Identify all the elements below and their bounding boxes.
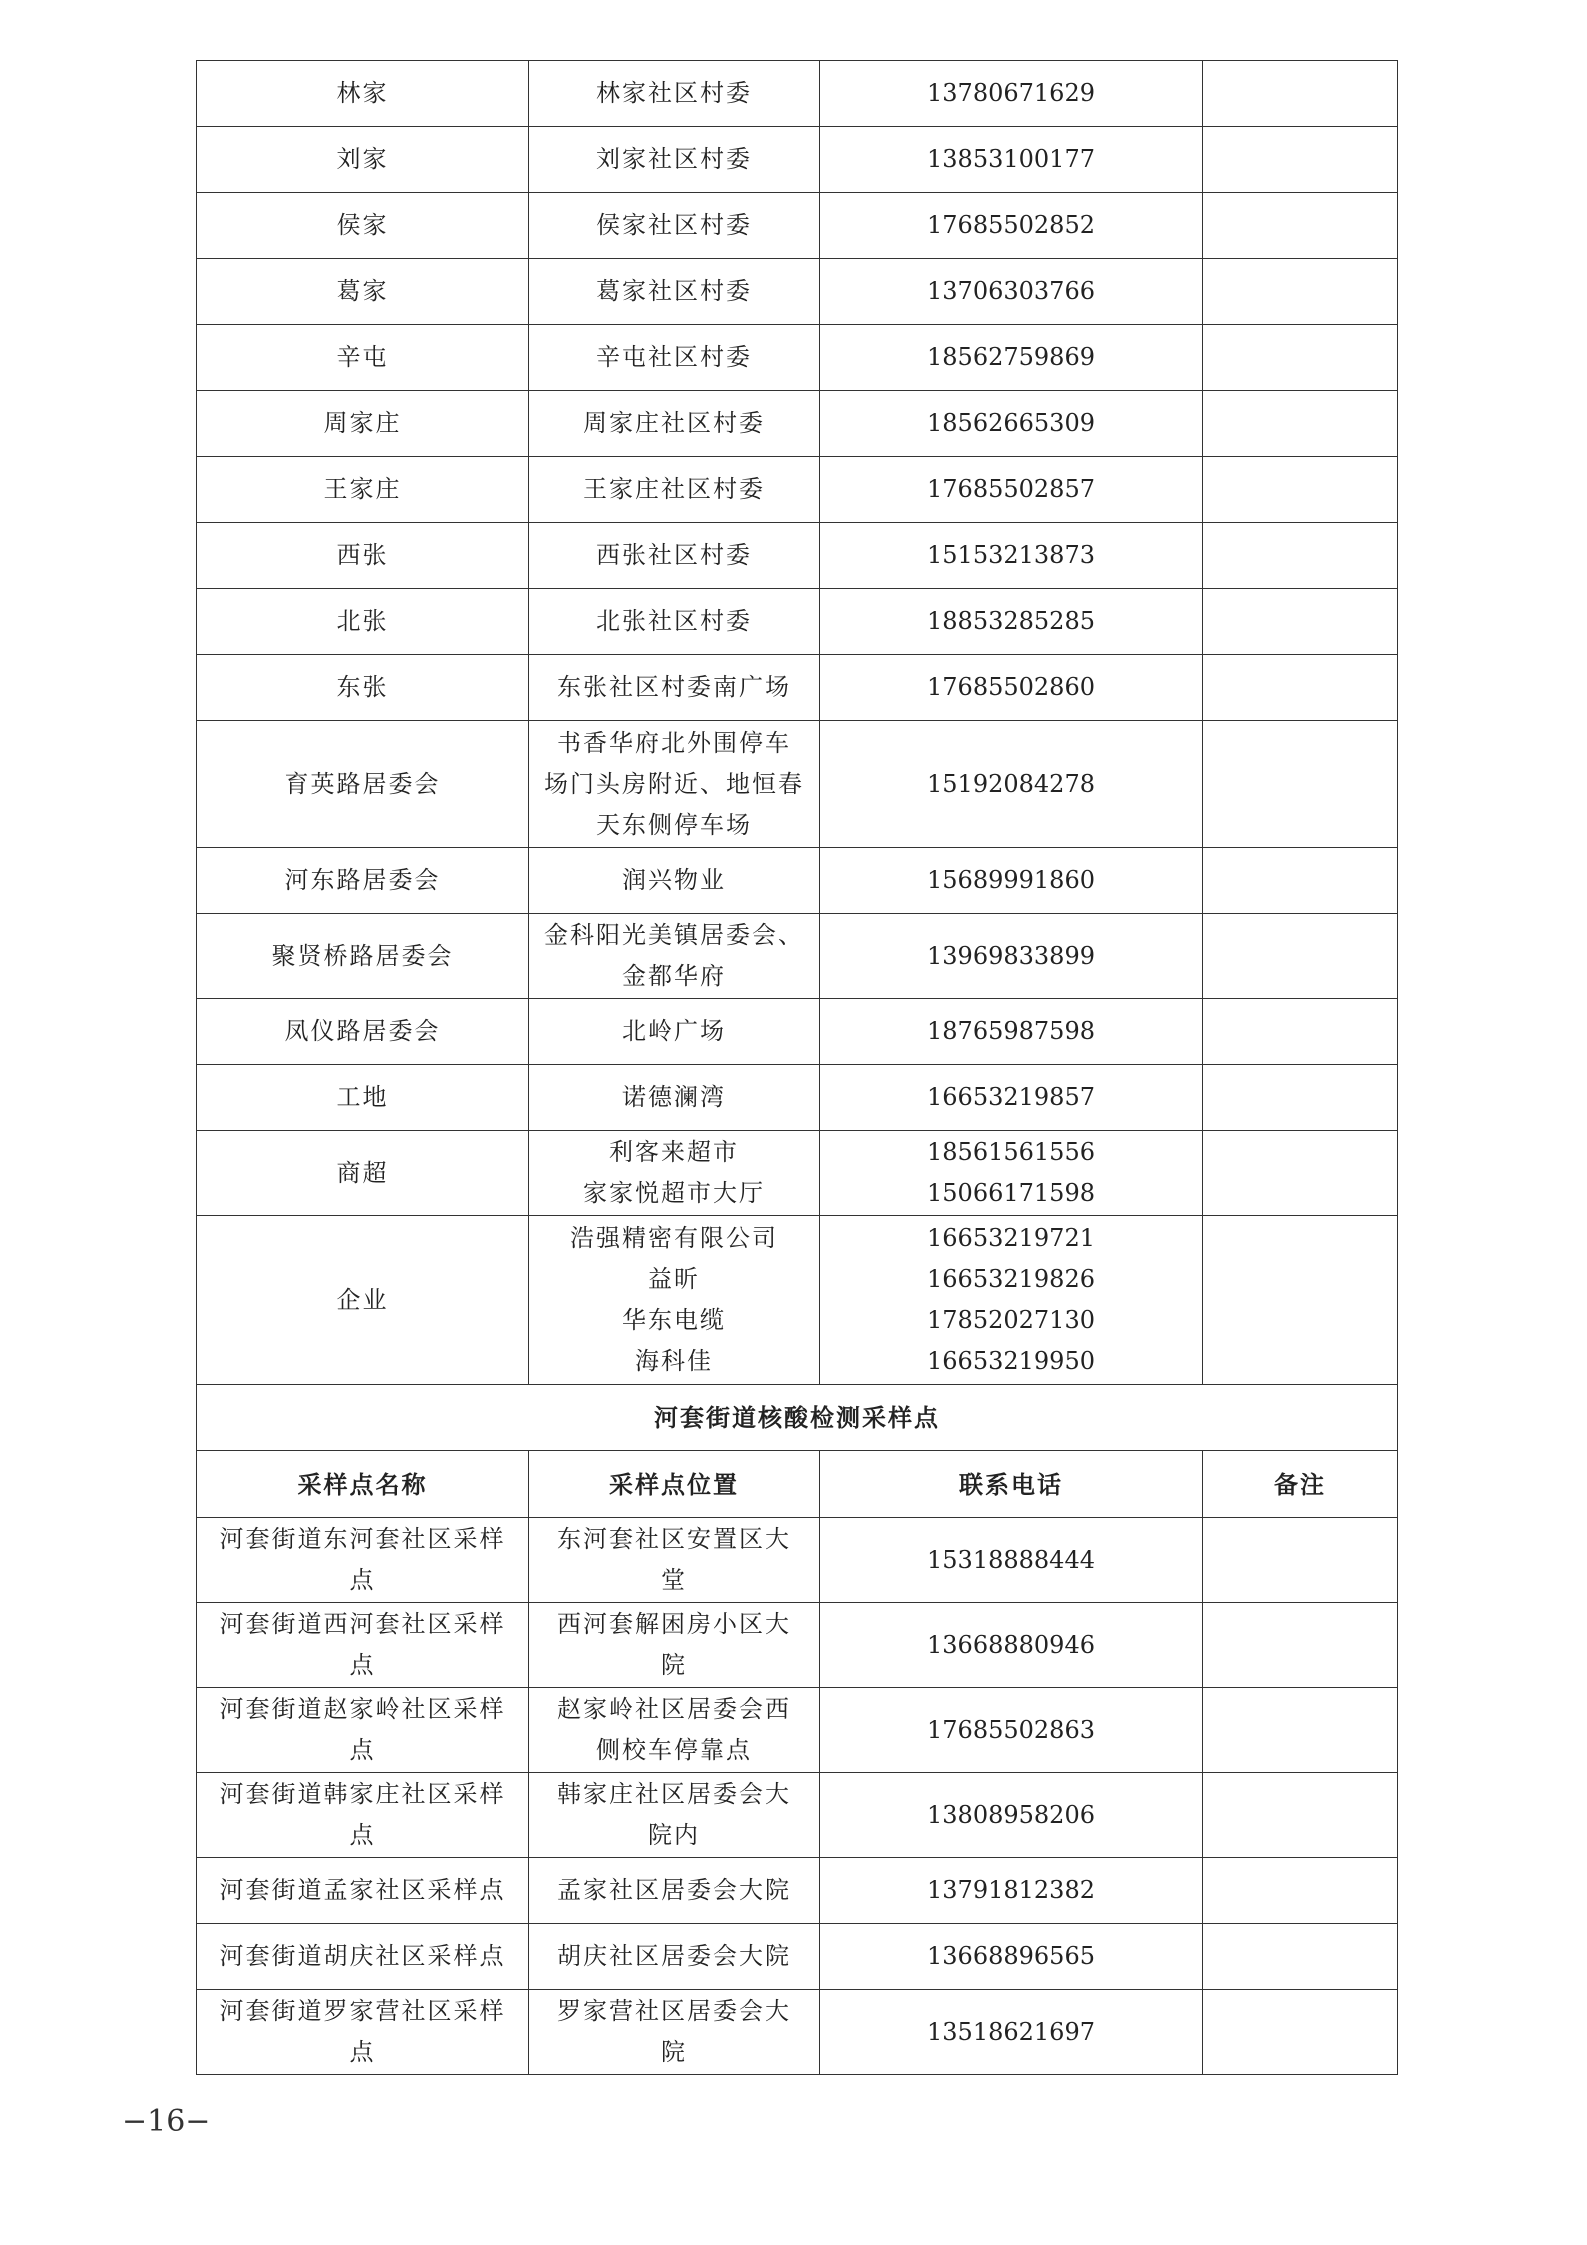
site-phone: 15689991860: [820, 848, 1203, 914]
site-phone-line: 15066171598: [927, 1179, 1095, 1207]
site-location-line: 天东侧停车场: [596, 810, 752, 839]
table-row: [197, 391, 1398, 457]
site-phone: 17685502863: [820, 1688, 1203, 1773]
table-row: [197, 193, 1398, 259]
site-location-line: 赵家岭社区居委会西: [557, 1695, 791, 1723]
site-note: [1203, 1990, 1398, 2075]
site-name: 葛家: [197, 259, 529, 325]
site-location-line: 侧校车停靠点: [596, 1736, 752, 1764]
site-location-line: 院内: [648, 1821, 700, 1849]
site-phone: 17685502857: [820, 457, 1203, 523]
table-row: [197, 848, 1398, 914]
site-location: [529, 1131, 820, 1216]
site-phone: [820, 1131, 1203, 1216]
table-row: [197, 1688, 1398, 1773]
site-name: 辛屯: [197, 325, 529, 391]
site-phone-line: 16653219721: [927, 1224, 1095, 1252]
table-row: [197, 127, 1398, 193]
site-name: 侯家: [197, 193, 529, 259]
site-name: 周家庄: [197, 391, 529, 457]
site-location: 葛家社区村委: [529, 259, 820, 325]
table-row: [197, 721, 1398, 848]
site-location-line: 益昕: [648, 1265, 700, 1293]
site-location: [529, 1773, 820, 1858]
site-name-line: 河套街道罗家营社区采样: [219, 1997, 506, 2025]
table-row: [197, 1990, 1398, 2075]
header-name: 采样点名称: [197, 1451, 529, 1518]
site-location: [529, 1216, 820, 1385]
site-location-line: 院: [661, 2038, 687, 2066]
header-location: 采样点位置: [529, 1451, 820, 1518]
site-location-line: 韩家庄社区居委会大: [557, 1780, 791, 1808]
site-note: [1203, 999, 1398, 1065]
site-name-line: 河套街道西河套社区采样: [219, 1610, 506, 1638]
table-row: [197, 999, 1398, 1065]
site-note: [1203, 655, 1398, 721]
site-location: [529, 914, 820, 999]
site-note: [1203, 61, 1398, 127]
site-location: [529, 1688, 820, 1773]
table-row: [197, 589, 1398, 655]
site-name: 林家: [197, 61, 529, 127]
site-note: [1203, 1518, 1398, 1603]
site-name-line: 河套街道韩家庄社区采样: [219, 1780, 506, 1808]
site-location: 周家庄社区村委: [529, 391, 820, 457]
site-note: [1203, 589, 1398, 655]
site-location: 诺德澜湾: [529, 1065, 820, 1131]
site-phone-line: 18561561556: [927, 1138, 1095, 1166]
site-phone: [820, 1216, 1203, 1385]
site-note: [1203, 325, 1398, 391]
site-phone: 13780671629: [820, 61, 1203, 127]
site-name-line: 点: [349, 1566, 376, 1594]
site-location: 辛屯社区村委: [529, 325, 820, 391]
site-phone-line: 17852027130: [927, 1306, 1095, 1334]
site-note: [1203, 721, 1398, 848]
site-phone: 13518621697: [820, 1990, 1203, 2075]
site-location-line: 罗家营社区居委会大: [557, 1997, 791, 2025]
table-row: [197, 457, 1398, 523]
site-phone: 18562665309: [820, 391, 1203, 457]
site-note: [1203, 391, 1398, 457]
site-location-line: 西河套解困房小区大: [557, 1610, 791, 1638]
table-row: [197, 259, 1398, 325]
site-note: [1203, 914, 1398, 999]
site-location: 孟家社区居委会大院: [529, 1858, 820, 1924]
table-row: [197, 1216, 1398, 1385]
site-phone-line: 16653219950: [927, 1347, 1095, 1375]
site-phone: 17685502852: [820, 193, 1203, 259]
site-name: 商超: [197, 1131, 529, 1216]
site-phone: 13791812382: [820, 1858, 1203, 1924]
site-phone: 13853100177: [820, 127, 1203, 193]
site-name: [197, 1688, 529, 1773]
table-row: [197, 523, 1398, 589]
site-location: 西张社区村委: [529, 523, 820, 589]
site-name: 聚贤桥路居委会: [197, 914, 529, 999]
site-phone: 18765987598: [820, 999, 1203, 1065]
site-location-line: 华东电缆: [622, 1306, 726, 1334]
site-name-line: 点: [349, 1736, 376, 1764]
site-note: [1203, 1688, 1398, 1773]
table-row: [197, 325, 1398, 391]
site-name: 企业: [197, 1216, 529, 1385]
site-name: 凤仪路居委会: [197, 999, 529, 1065]
sampling-sites-table: [196, 60, 1398, 2075]
site-name-line: 河套街道赵家岭社区采样: [219, 1695, 506, 1723]
site-location-line: 东河套社区安置区大: [557, 1525, 791, 1553]
site-location-line: 家家悦超市大厅: [583, 1179, 765, 1207]
site-location-line: 堂: [661, 1566, 687, 1594]
site-phone: 15318888444: [820, 1518, 1203, 1603]
site-note: [1203, 1773, 1398, 1858]
site-note: [1203, 523, 1398, 589]
header-phone: 联系电话: [820, 1451, 1203, 1518]
site-name: [197, 1603, 529, 1688]
site-phone: 15153213873: [820, 523, 1203, 589]
site-name-line: 河套街道东河套社区采样: [219, 1525, 506, 1553]
table-row: [197, 1131, 1398, 1216]
site-location: 刘家社区村委: [529, 127, 820, 193]
site-phone: 13706303766: [820, 259, 1203, 325]
site-note: [1203, 1603, 1398, 1688]
site-note: [1203, 1216, 1398, 1385]
site-name-line: 点: [349, 1651, 376, 1679]
site-phone: 15192084278: [820, 721, 1203, 848]
site-note: [1203, 457, 1398, 523]
site-phone: 13668896565: [820, 1924, 1203, 1990]
site-phone: 13969833899: [820, 914, 1203, 999]
site-note: [1203, 1858, 1398, 1924]
table-row: [197, 61, 1398, 127]
table-row: [197, 1773, 1398, 1858]
site-name: 东张: [197, 655, 529, 721]
site-phone: 16653219857: [820, 1065, 1203, 1131]
site-name: [197, 1773, 529, 1858]
site-location-line: 书香华府北外围停车: [557, 728, 791, 757]
site-location: [529, 721, 820, 848]
site-note: [1203, 1924, 1398, 1990]
site-note: [1203, 193, 1398, 259]
site-location-line: 利客来超市: [609, 1138, 739, 1166]
site-location-line: 浩强精密有限公司: [570, 1224, 778, 1252]
site-location: 润兴物业: [529, 848, 820, 914]
site-phone: 18562759869: [820, 325, 1203, 391]
section-title-row: [197, 1385, 1398, 1451]
site-note: [1203, 259, 1398, 325]
site-location-line: 场门头房附近、地恒春: [544, 769, 804, 798]
page-number: −16−: [122, 2104, 211, 2139]
table-header-row: [197, 1451, 1398, 1518]
site-location: 胡庆社区居委会大院: [529, 1924, 820, 1990]
site-location: 北岭广场: [529, 999, 820, 1065]
site-name: 王家庄: [197, 457, 529, 523]
table-row: [197, 1065, 1398, 1131]
table-row: [197, 1518, 1398, 1603]
header-note: 备注: [1203, 1451, 1398, 1518]
site-name: 工地: [197, 1065, 529, 1131]
site-location: 北张社区村委: [529, 589, 820, 655]
site-location-line: 金科阳光美镇居委会、: [544, 921, 804, 949]
site-name: [197, 1990, 529, 2075]
site-name: 育英路居委会: [197, 721, 529, 848]
site-note: [1203, 1065, 1398, 1131]
site-location-line: 金都华府: [622, 962, 726, 990]
site-location: 东张社区村委南广场: [529, 655, 820, 721]
site-location: [529, 1990, 820, 2075]
site-name: 刘家: [197, 127, 529, 193]
section-title: 河套街道核酸检测采样点: [197, 1385, 1398, 1451]
site-location: 侯家社区村委: [529, 193, 820, 259]
site-location: 林家社区村委: [529, 61, 820, 127]
site-location-line: 海科佳: [635, 1347, 713, 1375]
table-row: [197, 1858, 1398, 1924]
table-row: [197, 655, 1398, 721]
site-phone: 13668880946: [820, 1603, 1203, 1688]
table-row: [197, 914, 1398, 999]
site-location-line: 院: [661, 1651, 687, 1679]
site-note: [1203, 848, 1398, 914]
site-note: [1203, 127, 1398, 193]
site-name-line: 点: [349, 1821, 376, 1849]
site-location: [529, 1603, 820, 1688]
site-location: 王家庄社区村委: [529, 457, 820, 523]
site-name: 河套街道孟家社区采样点: [197, 1858, 529, 1924]
site-name: 河东路居委会: [197, 848, 529, 914]
site-name: [197, 1518, 529, 1603]
site-name: 西张: [197, 523, 529, 589]
site-phone: 13808958206: [820, 1773, 1203, 1858]
site-phone-line: 16653219826: [927, 1265, 1095, 1293]
table-row: [197, 1924, 1398, 1990]
site-phone: 18853285285: [820, 589, 1203, 655]
site-name: 北张: [197, 589, 529, 655]
site-note: [1203, 1131, 1398, 1216]
site-name: 河套街道胡庆社区采样点: [197, 1924, 529, 1990]
site-phone: 17685502860: [820, 655, 1203, 721]
site-location: [529, 1518, 820, 1603]
site-name-line: 点: [349, 2038, 376, 2066]
table-row: [197, 1603, 1398, 1688]
